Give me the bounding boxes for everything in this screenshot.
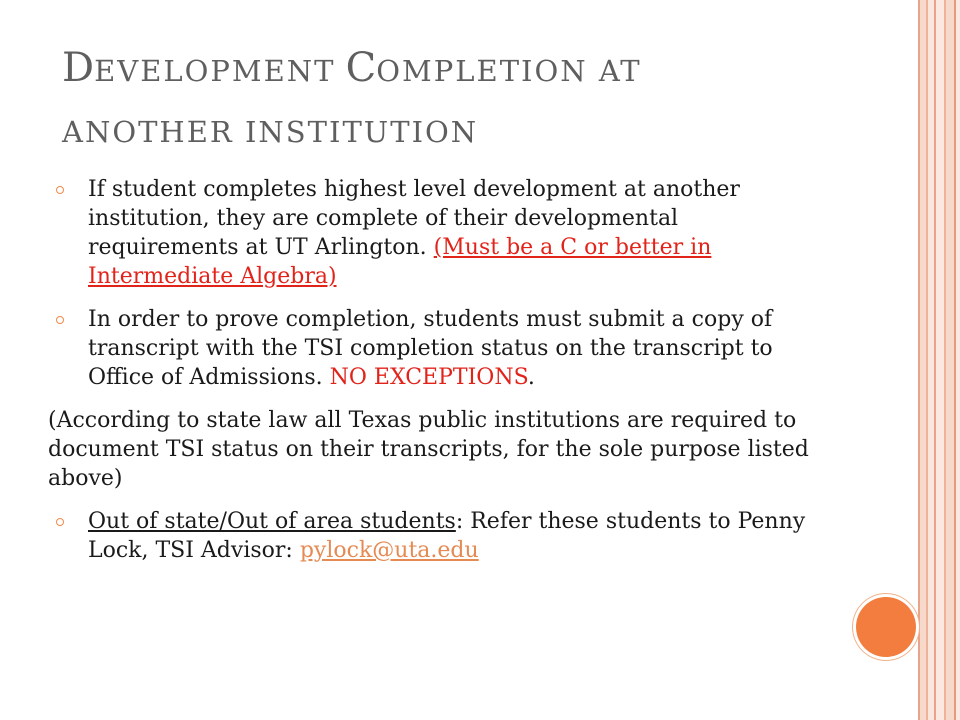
- bullet-text: If student completes highest level development at another institution, they are complete of their developmental requirements at UT Arlington.: [88, 177, 740, 260]
- title-initial-d: D: [62, 45, 95, 91]
- bullet-item-proof: [48, 305, 818, 392]
- state-law-note: (According to state law all Texas public institutions are required to document TSI status on their transcripts, for the sole purpose listed above): [48, 408, 809, 491]
- title-word-development: EVELOPMENT: [94, 54, 336, 88]
- out-of-state-label: Out of state/Out of area students: [88, 509, 456, 534]
- slide-title: [62, 38, 862, 162]
- bullet-text: In order to prove completion, students must submit a copy of transcript with the TSI completion status on the transcript to Office of Admissions.: [88, 307, 773, 390]
- advisor-email-link[interactable]: pylock@uta.edu: [299, 538, 479, 563]
- out-of-state-text: : Refer these students to Penny Lock, TSI Advisor:: [88, 509, 806, 563]
- bullet-suffix: .: [527, 365, 535, 390]
- no-exceptions-text: NO EXCEPTIONS: [329, 365, 528, 390]
- bullet-item-completion: [48, 175, 818, 291]
- slide-body: [48, 175, 818, 579]
- title-initial-c: C: [345, 45, 377, 91]
- bullet-circle-icon: [56, 186, 64, 194]
- bullet-item-out-of-state: [48, 507, 818, 565]
- title-words-completion-at: OMPLETION AT: [376, 54, 642, 88]
- requirement-note: (Must be a C or better in Intermediate Algebra): [88, 235, 712, 289]
- bullet-circle-icon: [56, 518, 64, 526]
- title-line-2: ANOTHER INSTITUTION: [62, 115, 479, 149]
- accent-circle: [856, 597, 916, 657]
- bullet-circle-icon: [56, 316, 64, 324]
- decorative-stripes: [920, 0, 960, 720]
